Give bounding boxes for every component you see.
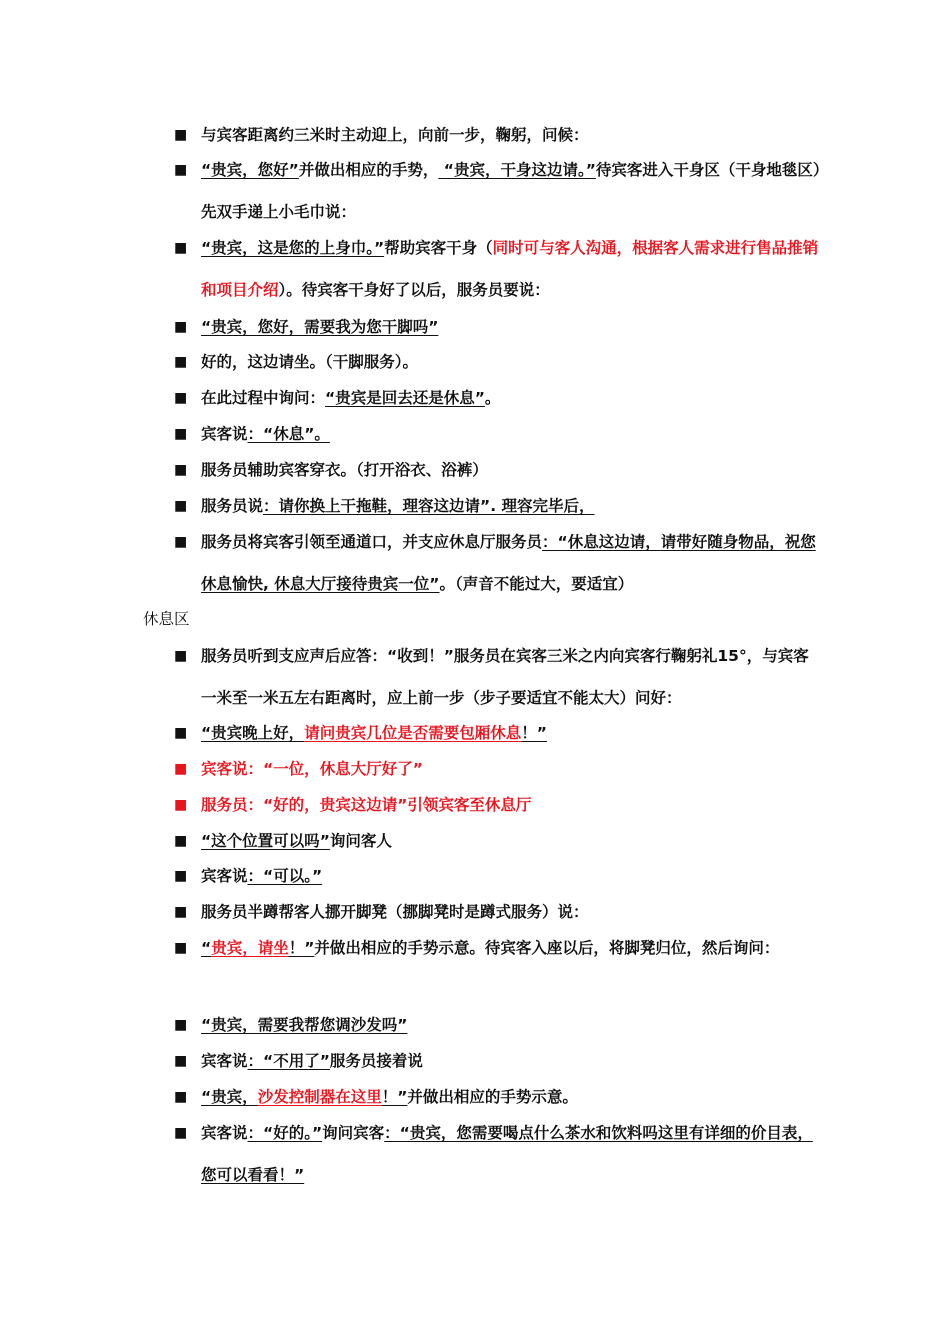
item-text: 在此过程中询问：“贵宾是回去还是休息”。 [201,389,501,407]
bullet-icon: ■ [174,761,188,777]
list-item [174,117,824,153]
list-item [174,309,824,345]
list-item [174,894,824,930]
item-text: 宾客说：“一位，休息大厅好了” [201,760,423,778]
bullet-icon: ■ [174,462,188,478]
item-text: “贵宾，沙发控制器在这里！”并做出相应的手势示意。 [201,1088,578,1106]
list-item [174,638,824,719]
list-item [174,858,824,894]
bullet-icon: ■ [174,797,188,813]
item-text: “贵宾，您好”并做出相应的手势， “贵宾，干身这边请。”待宾客进入干身区（干身地毯区）先双手递上小毛巾说： [201,161,821,221]
bullet-icon: ■ [174,833,188,849]
bullet-icon: ■ [174,868,188,884]
list-item [174,1007,824,1043]
list-item [174,787,824,823]
bullet-icon: ■ [174,162,188,178]
item-text: 服务员听到支应声后应答：“收到！”服务员在宾客三米之内向宾客行鞠躬礼15°，与宾客一米至一米五左右距离时，应上前一步（步子要适宜不能太大）问好： [201,647,809,707]
item-text: 宾客说：“休息”。 [201,425,330,443]
bullet-icon: ■ [174,354,188,370]
bullet-icon: ■ [174,390,188,406]
list-item [174,488,824,524]
bullet-icon: ■ [174,127,188,143]
item-text: “贵宾，这是您的上身巾。”帮助宾客干身（同时可与客人沟通，根据客人需求进行售品推销和项目介绍）。待宾客干身好了以后，服务员要说： [201,239,819,299]
item-text: 服务员：“好的，贵宾这边请”引领宾客至休息厅 [201,796,532,814]
item-text: 服务员将宾客引领至通道口，并支应休息厅服务员：“休息这边请，请带好随身物品，祝您休息愉快, 休息大厅接待贵宾一位”。（声音不能过大，要适宜） [201,533,816,593]
item-text: 好的，这边请坐。（干脚服务）。 [201,353,419,371]
bullet-icon: ■ [174,498,188,514]
bullet-icon: ■ [174,426,188,442]
bullet-icon: ■ [174,940,188,956]
bullet-icon: ■ [174,1089,188,1105]
item-text: “贵宾，您好，需要我为您干脚吗” [201,318,439,336]
bullet-icon: ■ [174,648,188,664]
list-item [174,823,824,859]
item-text: “贵宾晚上好，请问贵宾几位是否需要包厢休息！” [201,724,547,742]
bullet-icon: ■ [174,1125,188,1141]
list-item [174,416,824,452]
item-text: 服务员辅助宾客穿衣。（打开浴衣、浴裤） [201,461,488,479]
list-item [174,452,824,488]
list-item [174,930,824,969]
item-text: “这个位置可以吗”询问客人 [201,832,392,850]
item-text: “贵宾，请坐！”并做出相应的手势示意。待宾客入座以后，将脚凳归位，然后询问： [201,939,780,957]
bullet-icon: ■ [174,904,188,920]
list-item [174,230,824,311]
item-text: 宾客说：“可以。” [201,867,323,885]
list-item [174,715,824,751]
bullet-icon: ■ [174,725,188,741]
bullet-icon: ■ [174,319,188,335]
list-item [174,1079,824,1115]
item-text: 与宾客距离约三米时主动迎上，向前一步，鞠躬，问候： [201,126,589,144]
bullet-icon: ■ [174,1017,188,1033]
bullet-icon: ■ [174,534,188,550]
list-item [174,380,824,416]
list-item [174,1115,824,1196]
item-text: 服务员半蹲帮客人挪开脚凳（挪脚凳时是蹲式服务）说： [201,903,589,921]
item-text: 服务员说：请你换上干拖鞋，理容这边请”. 理容完毕后， [201,497,595,515]
item-text: 宾客说：“好的。”询问宾客：“贵宾，您需要喝点什么茶水和饮料吗这里有详细的价目表，您可以看看！” [201,1124,813,1184]
list-item [174,344,824,380]
bullet-icon: ■ [174,1053,188,1069]
section-heading: 休息区 [143,610,190,628]
bullet-icon: ■ [174,240,188,256]
list-item [174,152,824,233]
list-item [174,1043,824,1079]
item-text: “贵宾，需要我帮您调沙发吗” [201,1016,408,1034]
list-item [174,751,824,787]
list-item [174,524,824,605]
item-text: 宾客说：“不用了”服务员接着说 [201,1052,423,1070]
